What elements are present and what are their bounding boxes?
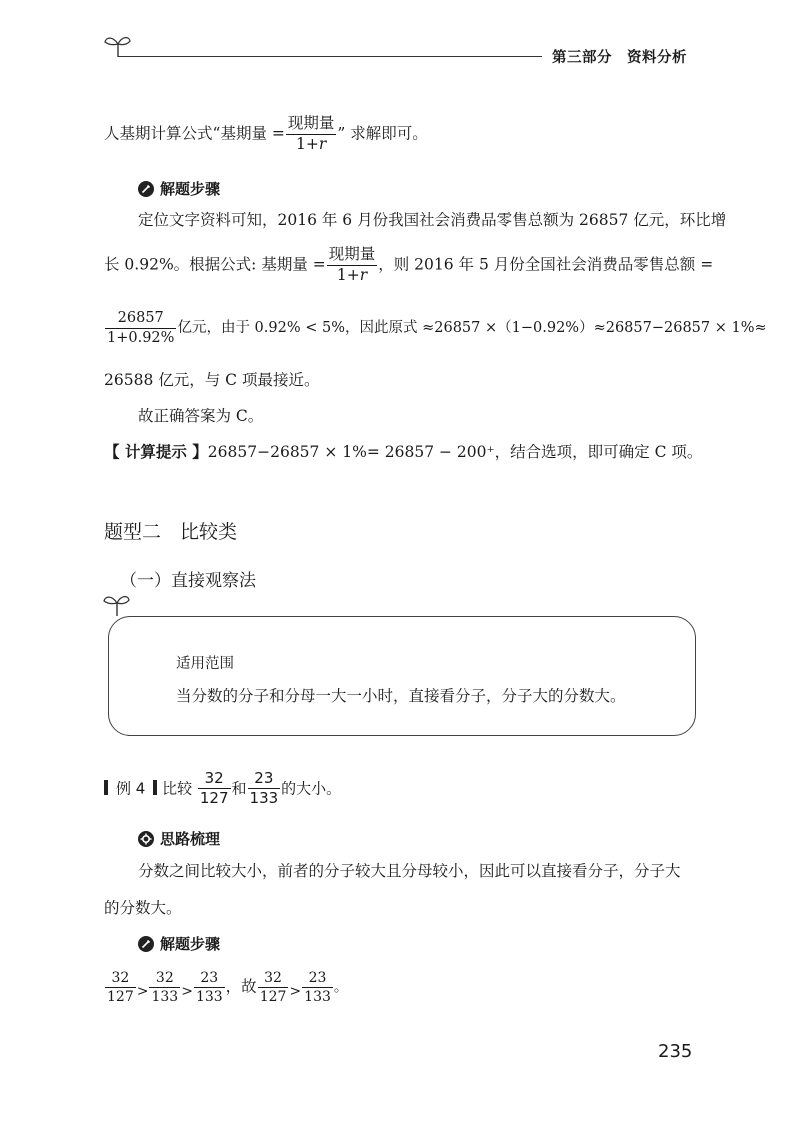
pencil-circle-icon bbox=[138, 936, 154, 952]
steps-heading-2: 解题步骤 bbox=[138, 933, 220, 954]
page-number: 235 bbox=[658, 1041, 693, 1062]
box-text: 当分数的分子和分母一大一小时，直接看分子，分子大的分数大。 bbox=[176, 687, 626, 705]
calc-fraction: $\frac{26857}{1+0.92\%}$ bbox=[107, 310, 175, 346]
formula-line: 长 0.92%。根据公式: 基期量 = $\frac{\text{现期量}}{1+r}$ ，则 2016 年 5 月份全国社会消费品零售总额 = bbox=[104, 245, 714, 284]
result-line: 26588 亿元，与 C 项最接近。 bbox=[104, 371, 320, 389]
scope-box bbox=[108, 616, 696, 736]
example-line: 例 4 比较 $\frac{32}{127}$ 和 $\frac{23}{133}$ 的大小。 bbox=[104, 770, 341, 808]
steps-heading-1: 解题步骤 bbox=[138, 178, 220, 199]
example-fraction-1: $\frac{32}{127}$ bbox=[199, 769, 229, 808]
intro-line: 人基期计算公式“基期量 = $\frac{\text{现期量}}{1+r}$ ” 求解即可。 bbox=[104, 114, 428, 153]
box-leaf-icon bbox=[100, 592, 134, 618]
thinking-text: 分数之间比较大小，前者的分子较大且分母较小，因此可以直接看分子，分子大 bbox=[138, 862, 681, 880]
box-title: 适用范围 bbox=[176, 656, 234, 672]
answer-line: 故正确答案为 C。 bbox=[138, 407, 264, 425]
thinking-text: 的分数大。 bbox=[104, 899, 182, 917]
example-fraction-2: $\frac{23}{133}$ bbox=[249, 769, 279, 808]
formula-fraction: $\frac{\text{现期量}}{1+r}$ bbox=[287, 114, 335, 153]
formula-fraction: $\frac{\text{现期量}}{1+r}$ bbox=[328, 245, 376, 284]
header-section-title: 第三部分 资料分析 bbox=[552, 50, 687, 66]
text-line: 定位文字资料可知，2016 年 6 月份我国社会消费品零售总额为 26857 亿元，环比增 bbox=[138, 211, 727, 229]
section-title: 题型二 比较类 bbox=[104, 521, 238, 543]
gear-icon bbox=[138, 831, 154, 847]
pencil-circle-icon bbox=[138, 181, 154, 197]
thinking-heading: 思路梳理 bbox=[138, 828, 220, 849]
subsection-title: （一）直接观察法 bbox=[120, 571, 256, 591]
comparison-line: $\frac{32}{127}$ > $\frac{32}{133}$ > $\frac{23}{133}$ ，故 $\frac{32}{127}$ > $\frac{23}{133}$ 。 bbox=[107, 970, 348, 1006]
calc-tip: 【 计算提示 】26857−26857 × 1%= 26857 − 200⁺，结合选项，即可确定 C 项。 bbox=[104, 443, 703, 461]
header-rule bbox=[118, 56, 542, 57]
calc-line: $\frac{26857}{1+0.92\%}$ 亿元，由于 0.92% < 5%，因此原式 ≈26857 ×（1−0.92%）≈26857−26857 × 1%≈ bbox=[107, 310, 767, 346]
example-bar-left bbox=[104, 780, 108, 795]
